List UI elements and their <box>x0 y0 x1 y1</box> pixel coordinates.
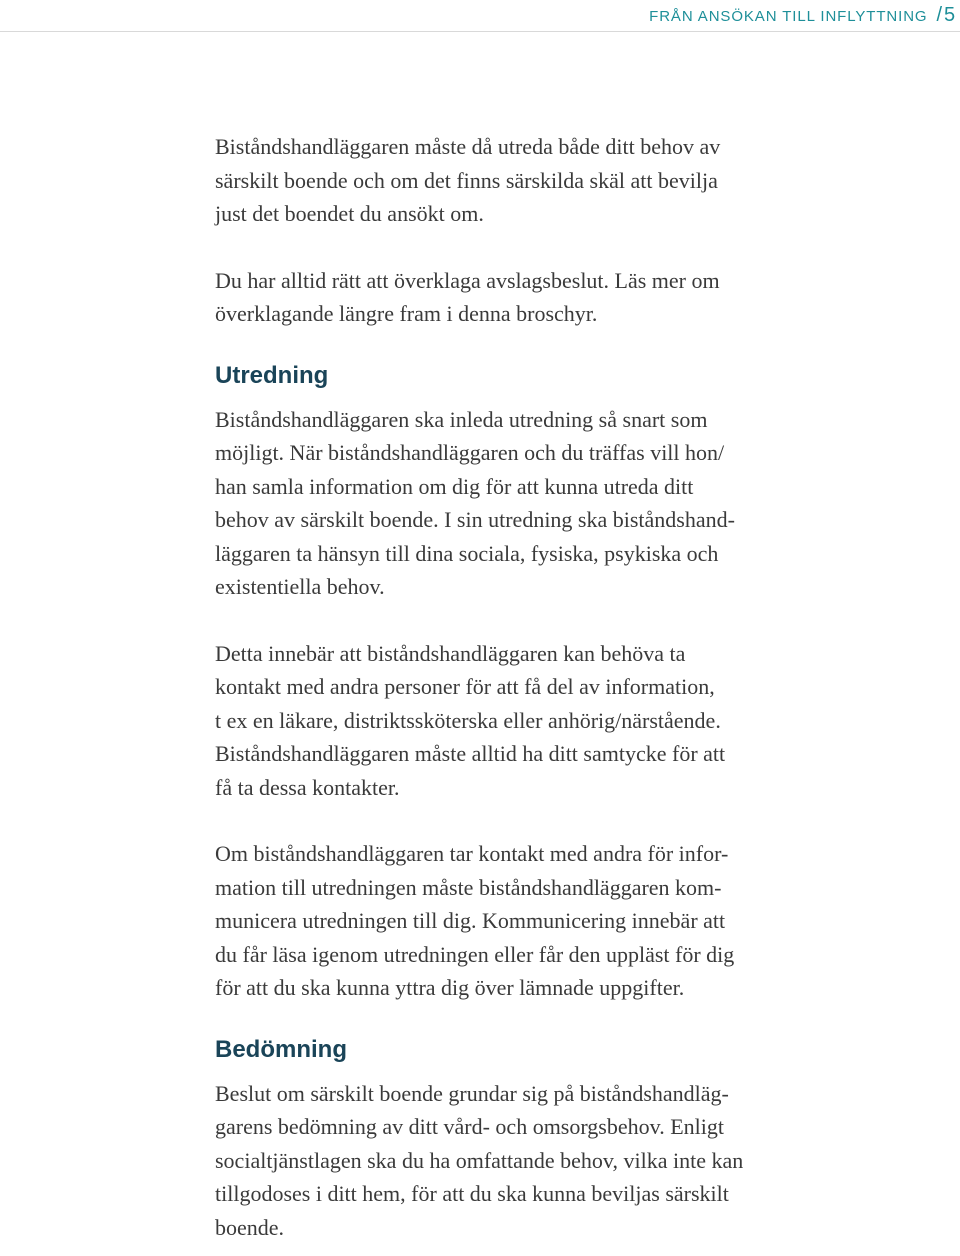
paragraph-kontakter: Detta innebär att biståndshandläggaren kan behöva ta kontakt med andra personer för att få del av information, t ex en läkare, distriktssköterska eller anhörig/närstående. Biståndshandläggaren måste alltid ha ditt samtycke för att få ta dessa kontakter. <box>215 640 726 800</box>
heading-utredning: Utredning <box>215 361 329 389</box>
paragraph-utredning: Biståndshandläggaren ska inleda utredning så snart som möjligt. När biståndshandläggaren och du träffas vill hon/ han samla information om dig för att kunna utreda ditt behov av särskilt boende. I sin utredning ska biståndshand- läggaren ta hänsyn till dina sociala, fysiska, psykiska och existentiella behov. <box>215 406 735 599</box>
page-number: 5 <box>943 4 956 26</box>
paragraph-bedomning: Beslut om särskilt boende grundar sig på biståndshandläg- garens bedömning av ditt vård- och omsorgsbehov. Enligt socialtjänstlagen ska du ha omfattande behov, vilka inte kan tillgodoses i ditt hem, för att du ska kunna beviljas särskilt boende. <box>215 1080 744 1240</box>
page-content <box>215 130 825 1244</box>
header-divider <box>0 31 960 32</box>
section-title: FRÅN ANSÖKAN TILL INFLYTTNING <box>649 8 928 25</box>
heading-bedomning: Bedömning <box>215 1035 347 1063</box>
paragraph-behov: Biståndshandläggaren måste då utreda både ditt behov av särskilt boende och om det finns särskilda skäl att bevilja just det boendet du ansökt om. <box>215 134 721 226</box>
header-slash: / <box>936 4 943 26</box>
running-header <box>649 4 956 28</box>
paragraph-overklaga: Du har alltid rätt att överklaga avslagsbeslut. Läs mer om överklagande längre fram i denna broschyr. <box>215 267 720 326</box>
paragraph-kommunicering: Om biståndshandläggaren tar kontakt med andra för infor- mation till utredningen måste biståndshandläggaren kom- municera utredningen till dig. Kommunicering innebär att du får läsa igenom utredningen eller får den uppläst för dig för att du ska kunna yttra dig över lämnade uppgifter. <box>215 841 735 1000</box>
